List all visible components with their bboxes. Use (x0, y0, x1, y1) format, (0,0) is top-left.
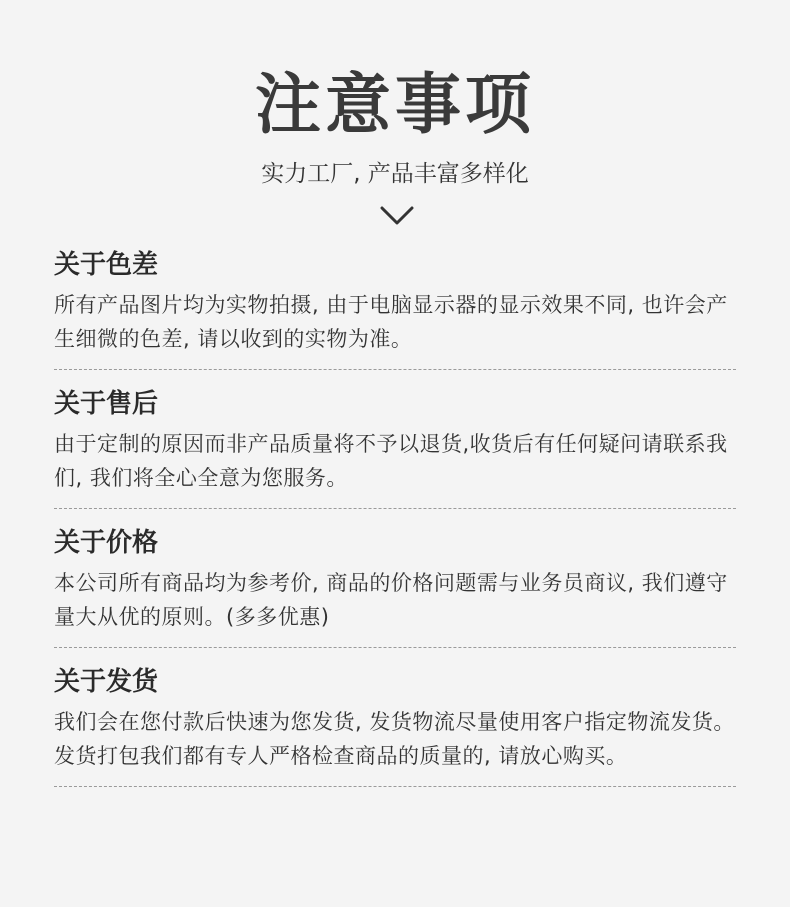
section-after-sales (54, 383, 736, 509)
section-body: 我们会在您付款后快速为您发货, 发货物流尽量使用客户指定物流发货。发货打包我们都有专人严格检查商品的质量的, 请放心购买。 (54, 710, 735, 768)
section-body: 所有产品图片均为实物拍摄, 由于电脑显示器的显示效果不同, 也许会产生细微的色差, 请以收到的实物为准。 (54, 293, 728, 351)
section-shipping (54, 661, 736, 787)
page-subtitle: 实力工厂, 产品丰富多样化 (261, 161, 529, 187)
section-title: 关于色差 (54, 250, 159, 280)
page-header (0, 62, 790, 188)
page-title: 注意事项 (255, 66, 535, 143)
section-body: 由于定制的原因而非产品质量将不予以退货,收货后有任何疑问请联系我们, 我们将全心全意为您服务。 (54, 432, 728, 490)
section-title: 关于售后 (54, 389, 159, 419)
section-title: 关于发货 (54, 667, 159, 697)
section-title: 关于价格 (54, 528, 159, 558)
chevron-down-icon (380, 206, 414, 226)
notice-sections (54, 244, 736, 800)
section-body: 本公司所有商品均为参考价, 商品的价格问题需与业务员商议, 我们遵守量大从优的原则。(多多优惠) (54, 571, 728, 629)
section-color-difference (54, 244, 736, 370)
section-price (54, 522, 736, 648)
